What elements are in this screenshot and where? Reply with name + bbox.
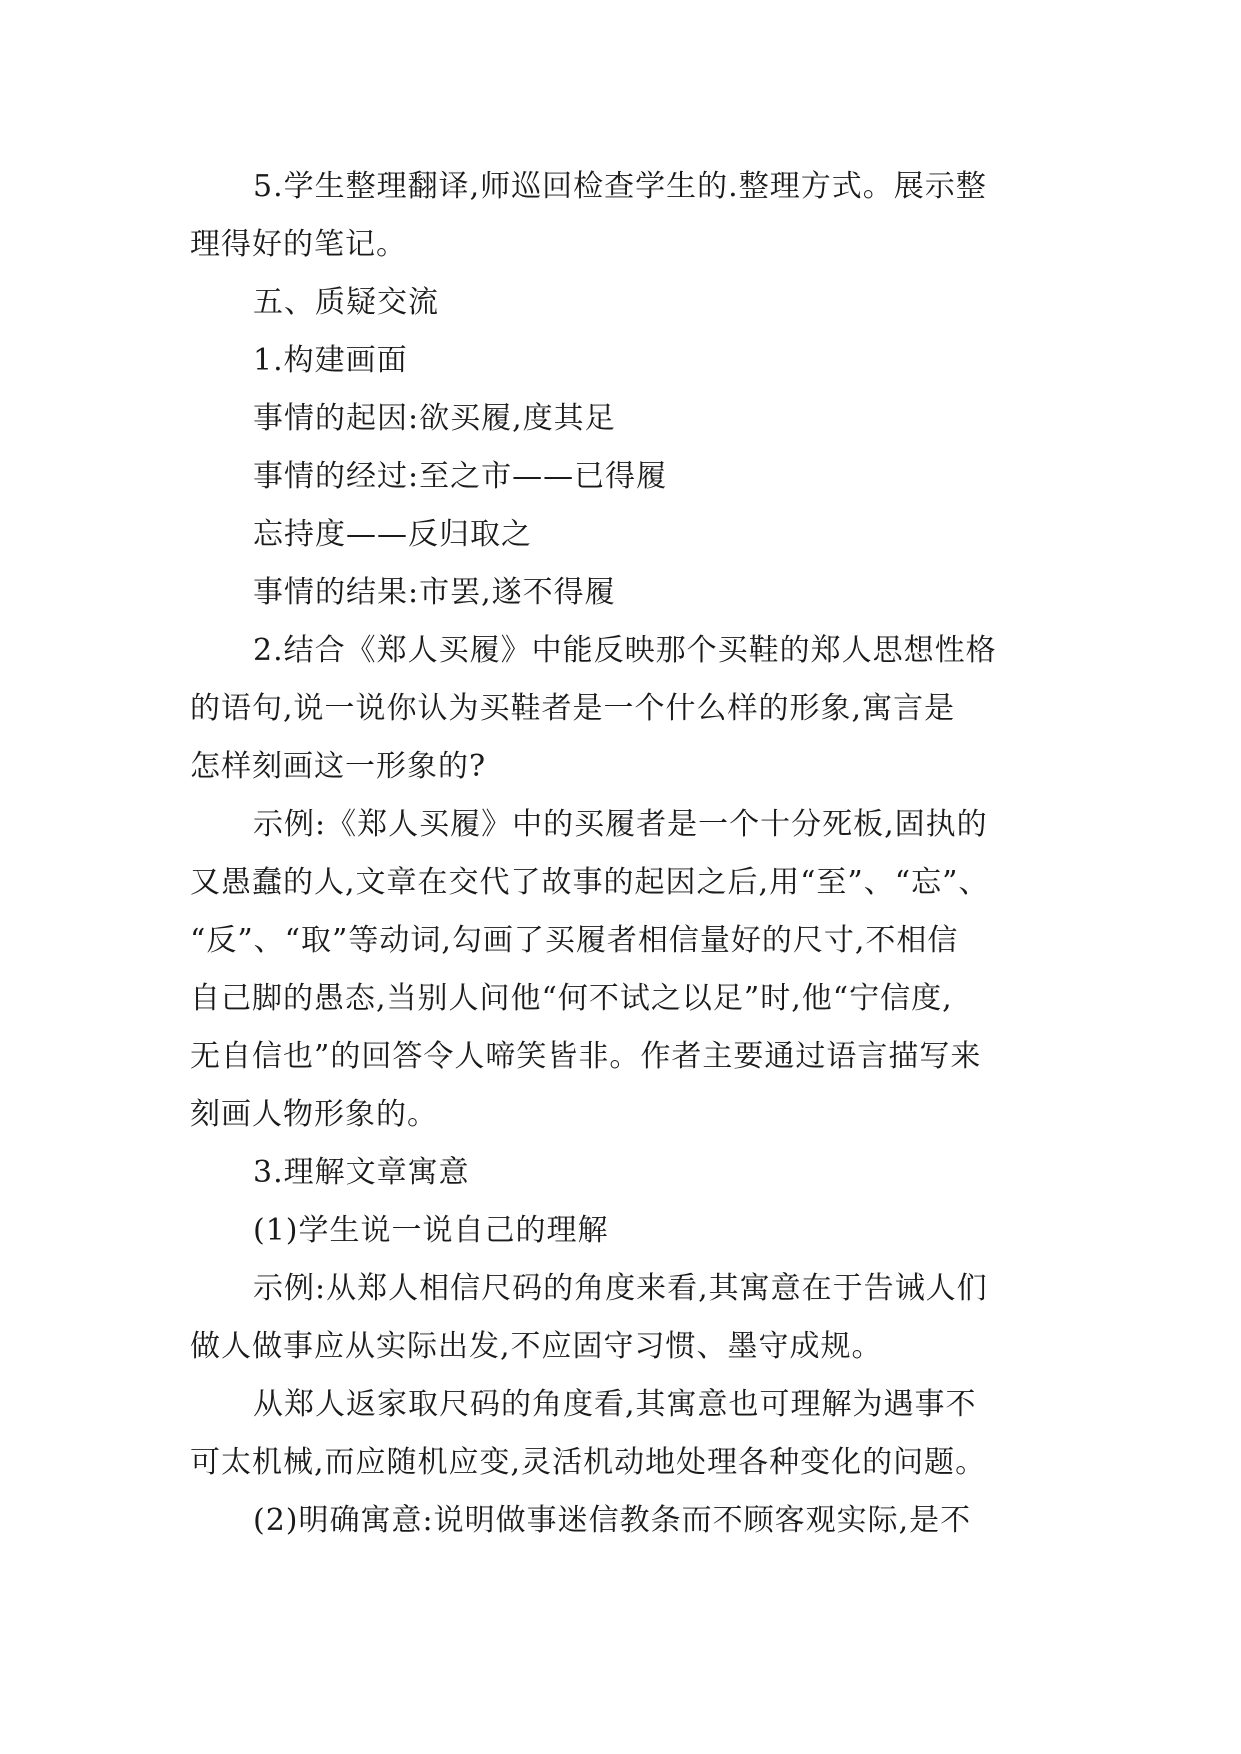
text-line: 又愚蠢的人,文章在交代了故事的起因之后,用“至”、“忘”、 [190,865,990,900]
subsection-heading: 1.构建画面 [253,343,408,378]
text-line: 自己脚的愚态,当别人问他“何不试之以足”时,他“宁信度, [190,981,953,1016]
text-line: (1)学生说一说自己的理解 [253,1213,609,1248]
text-line: 做人做事应从实际出发,不应固守习惯、墨守成规。 [190,1329,883,1364]
text-line: 的语句,说一说你认为买鞋者是一个什么样的形象,寓言是 [190,691,956,726]
text-line: 无自信也”的回答令人啼笑皆非。作者主要通过语言描写来 [190,1039,982,1074]
text-line: 事情的经过:至之市——已得履 [253,459,668,494]
text-line: 忘持度——反归取之 [253,517,532,552]
document-body [190,158,1060,1550]
text-line: “反”、“取”等动词,勾画了买履者相信量好的尺寸,不相信 [190,923,959,958]
text-line: 示例:从郑人相信尺码的角度来看,其寓意在于告诫人们 [253,1271,988,1306]
text-line: 示例:《郑人买履》中的买履者是一个十分死板,固执的 [253,807,988,842]
text-line: (2)明确寓意:说明做事迷信教条而不顾客观实际,是不 [253,1503,972,1538]
text-line: 从郑人返家取尺码的角度看,其寓意也可理解为遇事不 [253,1387,977,1422]
text-line: 事情的起因:欲买履,度其足 [253,401,616,436]
text-line: 理得好的笔记。 [190,227,407,262]
text-line: 刻画人物形象的。 [190,1097,438,1132]
section-heading: 五、质疑交流 [253,285,439,320]
text-line: 5.学生整理翻译,师巡回检查学生的.整理方式。展示整 [253,169,987,204]
text-line: 可太机械,而应随机应变,灵活机动地处理各种变化的问题。 [190,1445,987,1480]
text-line: 事情的结果:市罢,遂不得履 [253,575,616,610]
text-line: 2.结合《郑人买履》中能反映那个买鞋的郑人思想性格 [253,633,997,668]
text-line: 怎样刻画这一形象的? [190,749,487,784]
subsection-heading: 3.理解文章寓意 [253,1155,470,1190]
